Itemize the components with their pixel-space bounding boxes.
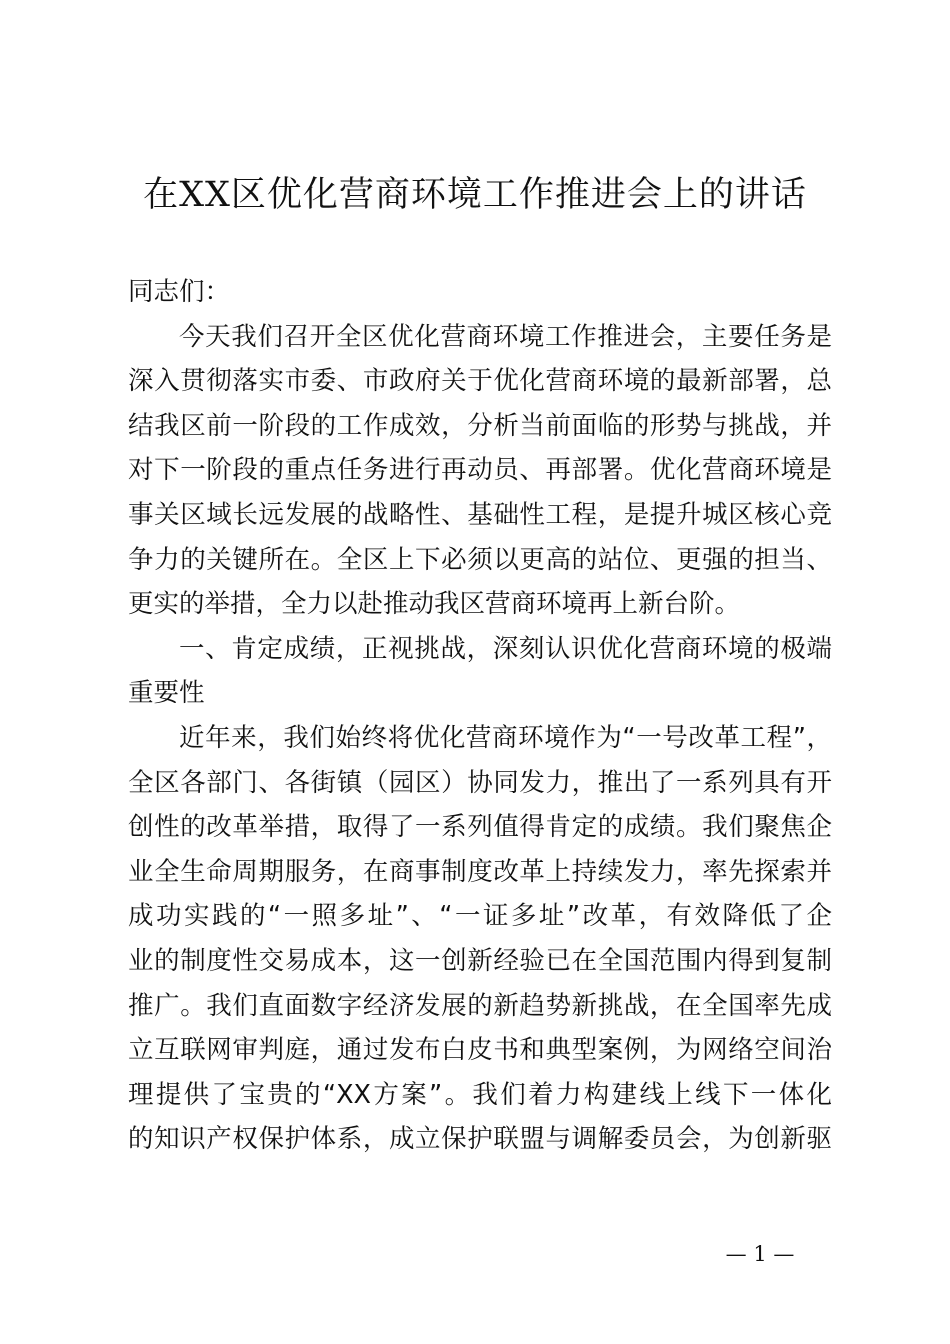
paragraph-line: 业的制度性交易成本，这一创新经验已在全国范围内得到复制 [128,945,832,976]
paragraph-line: 全区各部门、各街镇（园区）协同发力，推出了一系列具有开 [128,767,832,798]
paragraph-line: 事关区域长远发展的战略性、基础性工程，是提升城区核心竞 [128,499,832,530]
paragraph-line: 成功实践的“一照多址”、“一证多址”改革，有效降低了企 [128,901,832,932]
paragraph-line: 理提供了宝贵的“XX方案”。我们着力构建线上线下一体化 [128,1079,832,1110]
paragraph-line: 对下一阶段的重点任务进行再动员、再部署。优化营商环境是 [128,455,832,486]
paragraph-line: 业全生命周期服务，在商事制度改革上持续发力，率先探索并 [128,856,832,887]
paragraph-line: 结我区前一阶段的工作成效，分析当前面临的形势与挑战，并 [128,410,832,441]
paragraph-line: 创性的改革举措，取得了一系列值得肯定的成绩。我们聚焦企 [128,812,832,843]
document-body [128,270,832,1162]
paragraph-line: 立互联网审判庭，通过发布白皮书和典型案例，为网络空间治 [128,1035,832,1066]
page-number: — 1 — [725,1242,795,1266]
document-title: 在XX区优化营商环境工作推进会上的讲话 [143,175,807,215]
paragraph-line: 的知识产权保护体系，成立保护联盟与调解委员会，为创新驱 [128,1124,832,1155]
paragraph-line: 推广。我们直面数字经济发展的新趋势新挑战，在全国率先成 [128,990,832,1021]
paragraph-line: 近年来，我们始终将优化营商环境作为“一号改革工程”， [179,722,832,753]
section-heading-line: 重要性 [128,678,205,709]
salutation: 同志们： [128,277,231,307]
section-heading-line: 一、肯定成绩，正视挑战，深刻认识优化营商环境的极端 [179,633,832,664]
paragraph-line: 更实的举措，全力以赴推动我区营商环境再上新台阶。 [128,589,741,620]
paragraph-line: 深入贯彻落实市委、市政府关于优化营商环境的最新部署，总 [128,366,832,397]
paragraph-line: 争力的关键所在。全区上下必须以更高的站位、更强的担当、 [128,544,832,575]
paragraph-line: 今天我们召开全区优化营商环境工作推进会，主要任务是 [179,321,832,352]
